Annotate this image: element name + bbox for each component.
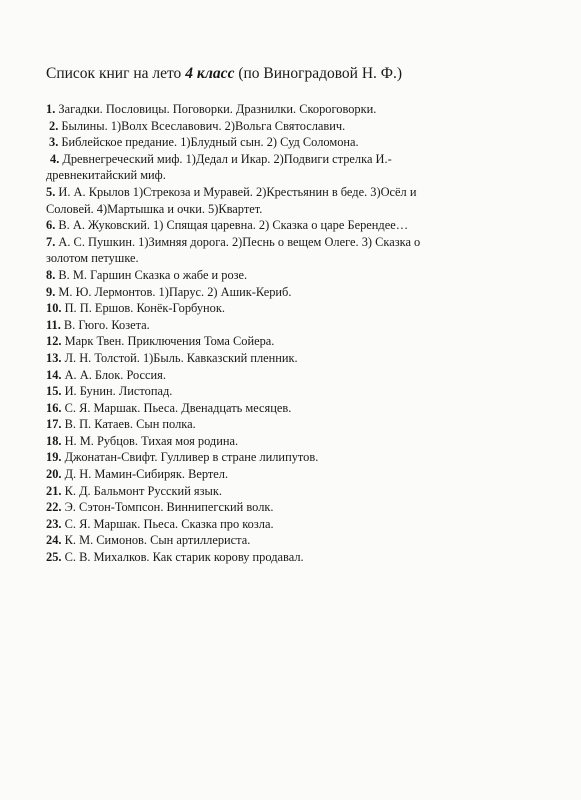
item-number: 2.: [49, 118, 59, 133]
item-text: В. А. Жуковский. 1) Спящая царевна. 2) Сказка о царе Берендее…: [58, 218, 409, 233]
list-item: [46, 449, 556, 466]
item-text: С. В. Михалков. Как старик корову продавал.: [64, 550, 304, 565]
item-number: 11.: [46, 317, 61, 332]
list-item: [46, 400, 556, 417]
list-item: [46, 317, 556, 334]
list-item: [46, 267, 556, 284]
item-text: Д. Н. Мамин-Сибиряк. Вертел.: [64, 467, 229, 482]
item-text: А. С. Пушкин. 1)Зимняя дорога. 2)Песнь о вещем Олеге. 3) Сказка о: [58, 234, 421, 249]
item-text: Загадки. Пословицы. Поговорки. Дразнилки. Скороговорки.: [58, 102, 377, 116]
item-number: 6.: [46, 218, 56, 233]
list-item: [46, 217, 556, 234]
item-text: В. П. Катаев. Сын полка.: [64, 417, 196, 432]
item-text: К. Д. Бальмонт Русский язык.: [64, 483, 222, 498]
item-text-continued: древнекитайский миф.: [46, 168, 166, 183]
item-number: 22.: [46, 500, 62, 515]
list-item: [46, 516, 556, 533]
list-item: [46, 483, 556, 500]
item-number: 19.: [46, 450, 62, 465]
item-text: С. Я. Маршак. Пьеса. Двенадцать месяцев.: [64, 400, 292, 415]
item-number: 25.: [46, 550, 62, 565]
list-item: [46, 300, 556, 317]
item-text: И. Бунин. Листопад.: [64, 384, 173, 399]
item-text: В. Гюго. Козета.: [63, 317, 150, 332]
item-number: 20.: [46, 467, 62, 482]
item-text: Древнегреческий миф. 1)Дедал и Икар. 2)Подвиги стрелка И.-: [62, 151, 392, 166]
list-item: [46, 367, 556, 384]
title-text: Список книг на лето: [46, 65, 186, 82]
list-item: [46, 532, 556, 549]
list-item: [46, 466, 556, 483]
list-item: [46, 350, 556, 367]
list-item: [46, 151, 556, 184]
item-number: 1.: [46, 102, 56, 116]
list-item: [46, 184, 556, 217]
item-text: С. Я. Маршак. Пьеса. Сказка про козла.: [64, 516, 274, 531]
item-text: В. М. Гаршин Сказка о жабе и розе.: [58, 267, 248, 282]
item-number: 3.: [49, 135, 59, 150]
book-list: [46, 101, 556, 566]
item-number: 13.: [46, 350, 62, 365]
item-number: 7.: [46, 234, 56, 249]
item-number: 18.: [46, 433, 62, 448]
item-text: Л. Н. Толстой. 1)Быль. Кавказский пленник.: [64, 350, 298, 365]
item-number: 16.: [46, 400, 62, 415]
item-text: К. М. Симонов. Сын артиллериста.: [64, 533, 251, 548]
title-author: (по Виноградовой Н. Ф.): [234, 65, 403, 82]
item-number: 17.: [46, 417, 62, 432]
item-text: П. П. Ершов. Конёк-Горбунок.: [64, 301, 225, 316]
list-item: [46, 549, 556, 566]
list-item: [46, 383, 556, 400]
item-number: 5.: [46, 184, 56, 199]
item-number: 21.: [46, 483, 62, 498]
item-text-continued: Соловей. 4)Мартышка и очки. 5)Квартет.: [46, 201, 263, 216]
list-item: [46, 433, 556, 450]
item-number: 15.: [46, 384, 62, 399]
item-text: И. А. Крылов 1)Стрекоза и Муравей. 2)Крестьянин в беде. 3)Осёл и: [58, 184, 417, 199]
item-number: 4.: [50, 151, 60, 166]
page-title: [46, 64, 556, 84]
item-text: А. А. Блок. Россия.: [64, 367, 166, 382]
list-item: [46, 499, 556, 516]
item-number: 9.: [46, 284, 56, 299]
list-item: [46, 333, 556, 350]
item-text: Н. М. Рубцов. Тихая моя родина.: [64, 433, 239, 448]
list-item: [46, 416, 556, 433]
list-item: [46, 134, 556, 151]
item-text: Марк Твен. Приключения Тома Сойера.: [64, 334, 275, 349]
item-number: 8.: [46, 267, 56, 282]
item-number: 24.: [46, 533, 62, 548]
item-number: 23.: [46, 516, 62, 531]
item-text: Джонатан-Свифт. Гулливер в стране лилипутов.: [64, 450, 319, 465]
list-item: [46, 118, 556, 135]
item-text: М. Ю. Лермонтов. 1)Парус. 2) Ашик-Кериб.: [58, 284, 292, 299]
item-text-continued: золотом петушке.: [46, 251, 139, 266]
item-text: Библейское предание. 1)Блудный сын. 2) Суд Соломона.: [61, 135, 359, 150]
item-number: 10.: [46, 301, 62, 316]
item-text: Э. Сэтон-Томпсон. Виннипегский волк.: [64, 500, 274, 515]
list-item: [46, 284, 556, 301]
title-grade: 4 класс: [185, 65, 235, 82]
item-number: 12.: [46, 334, 62, 349]
item-number: 14.: [46, 367, 62, 382]
item-text: Былины. 1)Волх Всеславович. 2)Вольга Святославич.: [61, 118, 346, 133]
list-item: [46, 101, 556, 118]
list-item: [46, 234, 556, 267]
